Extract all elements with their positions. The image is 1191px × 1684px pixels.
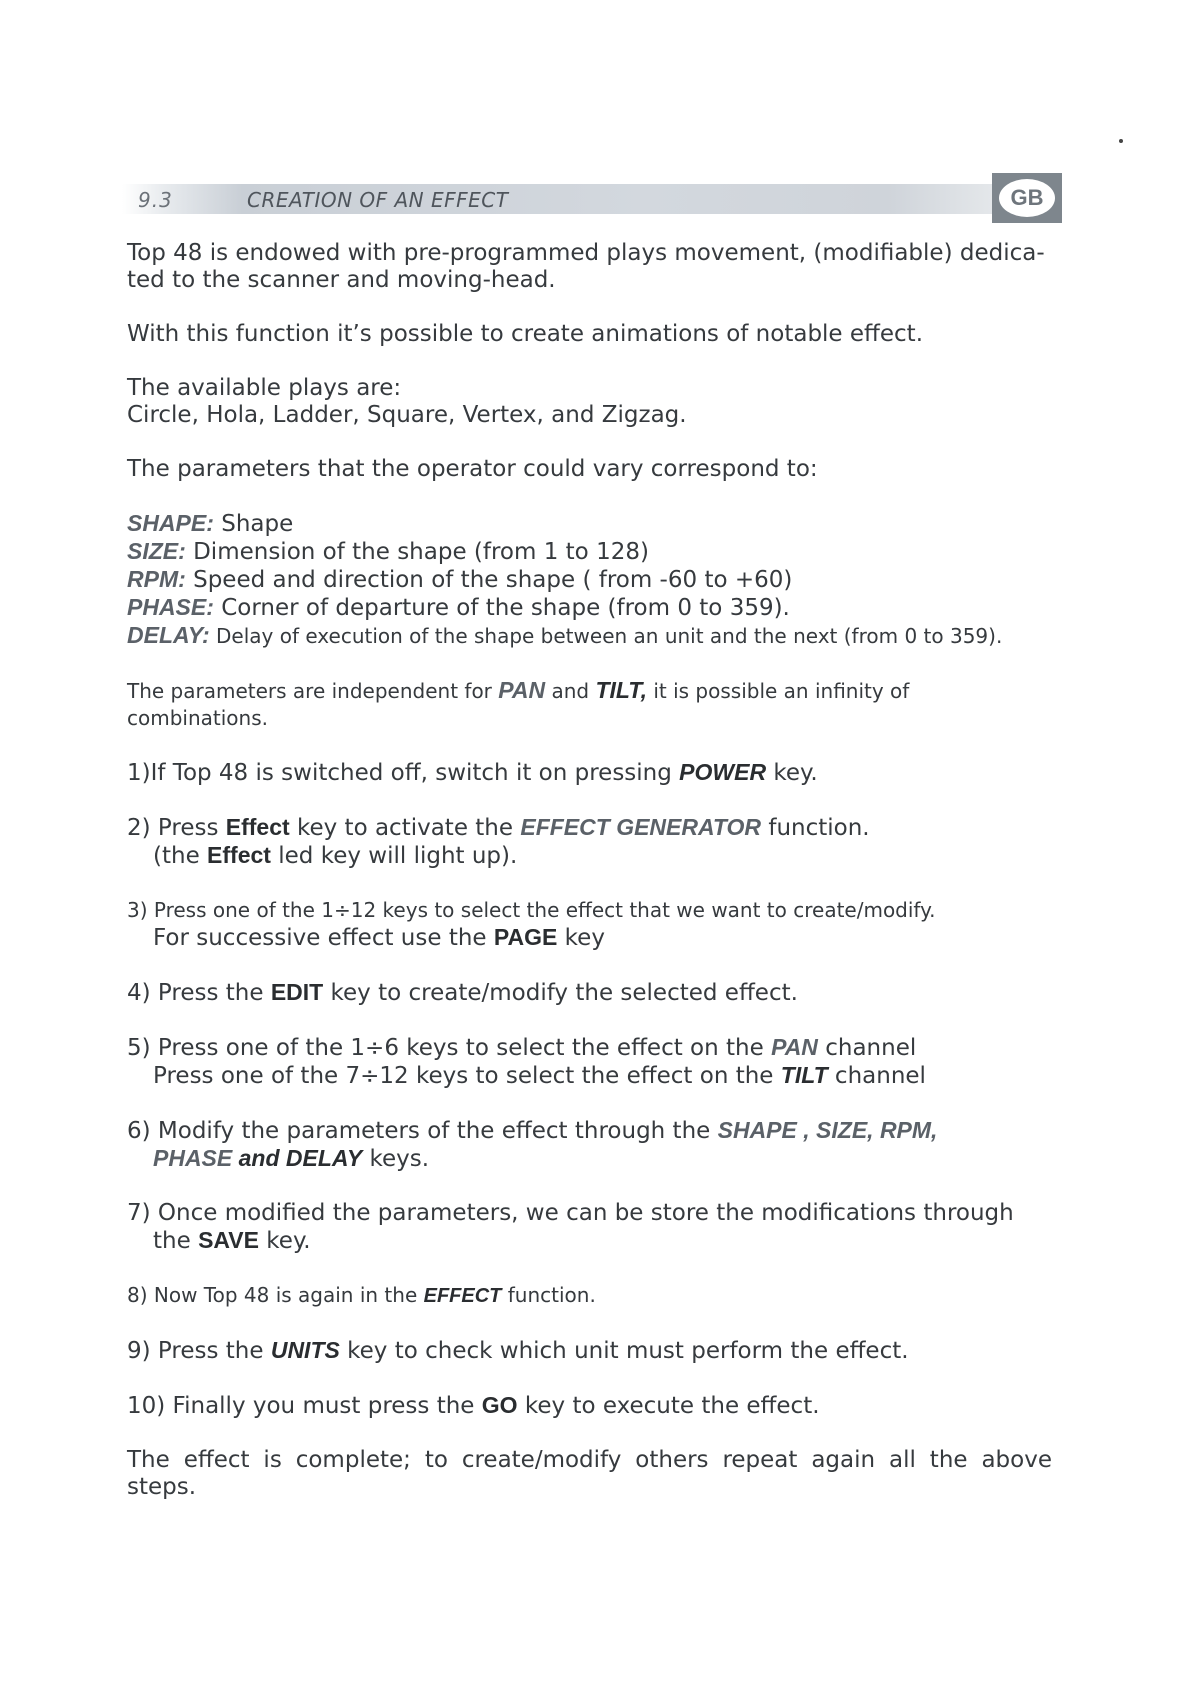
step-7-line-2-b: key. <box>259 1228 311 1254</box>
power-key: POWER <box>679 759 767 785</box>
tilt-channel-keyword: TILT <box>780 1062 828 1088</box>
step-3 <box>127 897 1052 952</box>
language-badge-label: GB <box>999 179 1055 217</box>
edit-key: EDIT <box>270 979 324 1005</box>
and-delay-keys: and DELAY <box>232 1145 363 1171</box>
step-2-text-a: 2) Press <box>127 815 226 841</box>
intro-paragraph <box>127 240 1052 294</box>
step-9 <box>127 1337 1052 1365</box>
step-2-text-b: key to activate the <box>289 815 521 841</box>
step-8 <box>127 1282 1052 1310</box>
step-7-line-2-a: the <box>153 1228 199 1254</box>
step-2-line-2-b: led key will light up). <box>270 843 518 869</box>
step-6 <box>127 1117 1052 1173</box>
units-key: UNITS <box>270 1337 340 1363</box>
step-5-line-2-a: Press one of the 7÷12 keys to select the effect on the <box>153 1063 781 1089</box>
params-intro: The parameters that the operator could vary correspond to: <box>127 456 818 482</box>
step-4-text-a: 4) Press the <box>127 980 271 1006</box>
independence-text-c: it is possible an infinity of <box>646 679 910 703</box>
step-2-text-c: function. <box>761 815 870 841</box>
intro-line-1: Top 48 is endowed with pre-programmed plays movement, (modifiable) dedica- <box>127 240 1045 266</box>
param-name-phase: PHASE: <box>127 594 214 620</box>
step-5-text-b: channel <box>817 1035 917 1061</box>
section-number: 9.3 <box>138 188 173 212</box>
independence-line-2: combinations. <box>127 706 268 730</box>
step-1 <box>127 759 1052 787</box>
plays-paragraph <box>127 375 1052 429</box>
page-key: PAGE <box>493 924 558 950</box>
step-5-line-2-b: channel <box>827 1063 926 1089</box>
step-3-text-a: 3) Press one of the 1÷12 keys to select the effect that we want to create/modify. <box>127 898 936 922</box>
closing-line-2: steps. <box>127 1474 197 1500</box>
step-1-text-b: key. <box>766 760 818 786</box>
effect-function-keyword: EFFECT <box>423 1285 502 1307</box>
pan-keyword: PAN <box>498 677 546 703</box>
step-9-text-b: key to check which unit must perform the effect. <box>339 1338 909 1364</box>
step-3-line-2-a: For successive effect use the <box>153 925 494 951</box>
step-3-line-2-b: key <box>557 925 605 951</box>
effect-key: Effect <box>225 814 290 840</box>
independence-text-b: and <box>545 679 596 703</box>
plays-list: Circle, Hola, Ladder, Square, Vertex, and Zigzag. <box>127 402 687 428</box>
step-6-line-2-b: keys. <box>362 1146 430 1172</box>
step-10-text-b: key to execute the effect. <box>517 1393 820 1419</box>
step-5-text-a: 5) Press one of the 1÷6 keys to select the effect on the <box>127 1035 772 1061</box>
step-6-text-a: 6) Modify the parameters of the effect through the <box>127 1118 718 1144</box>
step-10-text-a: 10) Finally you must press the <box>127 1393 482 1419</box>
effect-generator-keyword: EFFECT GENERATOR <box>520 814 762 840</box>
param-name-rpm: RPM: <box>127 566 186 592</box>
closing-paragraph <box>127 1447 1052 1501</box>
effect-led-key: Effect <box>207 842 271 868</box>
param-desc-phase: Corner of departure of the shape (from 0 to 359). <box>213 595 790 621</box>
param-desc-size: Dimension of the shape (from 1 to 128) <box>185 539 649 565</box>
speck-dot <box>1119 139 1123 143</box>
step-2-line-2-a: (the <box>153 843 208 869</box>
step-1-text-a: 1)If Top 48 is switched off, switch it on pressing <box>127 760 680 786</box>
parameters-list <box>127 510 1052 650</box>
shape-size-rpm-keys: SHAPE , SIZE, RPM, <box>717 1117 938 1143</box>
independence-paragraph <box>127 677 1052 732</box>
phase-key: PHASE <box>153 1145 233 1171</box>
step-5 <box>127 1034 1052 1090</box>
param-name-size: SIZE: <box>127 538 186 564</box>
tilt-keyword: TILT, <box>595 677 647 703</box>
step-7-text-a: 7) Once modified the parameters, we can be store the modifications through <box>127 1200 1014 1226</box>
independence-text-a: The parameters are independent for <box>127 679 499 703</box>
section-title: CREATION OF AN EFFECT <box>247 188 509 212</box>
param-desc-shape: Shape <box>213 511 294 537</box>
language-badge <box>992 173 1062 223</box>
step-7 <box>127 1200 1052 1255</box>
param-desc-delay: Delay of execution of the shape between an unit and the next (from 0 to 359). <box>209 624 1003 648</box>
step-2 <box>127 814 1052 870</box>
go-key: GO <box>481 1392 518 1418</box>
param-name-delay: DELAY: <box>127 622 210 648</box>
step-8-text-a: 8) Now Top 48 is again in the <box>127 1283 424 1307</box>
intro-line-2: ted to the scanner and moving-head. <box>127 267 556 293</box>
step-4-text-b: key to create/modify the selected effect. <box>323 980 798 1006</box>
param-name-shape: SHAPE: <box>127 510 214 536</box>
plays-label: The available plays are: <box>127 375 402 401</box>
step-9-text-a: 9) Press the <box>127 1338 271 1364</box>
page-body <box>127 240 1052 1501</box>
step-8-text-b: function. <box>501 1283 596 1307</box>
function-paragraph: With this function it’s possible to create animations of notable effect. <box>127 321 924 347</box>
closing-line-1: The effect is complete; to create/modify others repeat again all the above <box>127 1447 1052 1473</box>
param-desc-rpm: Speed and direction of the shape ( from -60 to +60) <box>185 567 793 593</box>
pan-channel-keyword: PAN <box>771 1034 818 1060</box>
step-10 <box>127 1392 1052 1420</box>
step-4 <box>127 979 1052 1007</box>
save-key: SAVE <box>198 1227 259 1253</box>
